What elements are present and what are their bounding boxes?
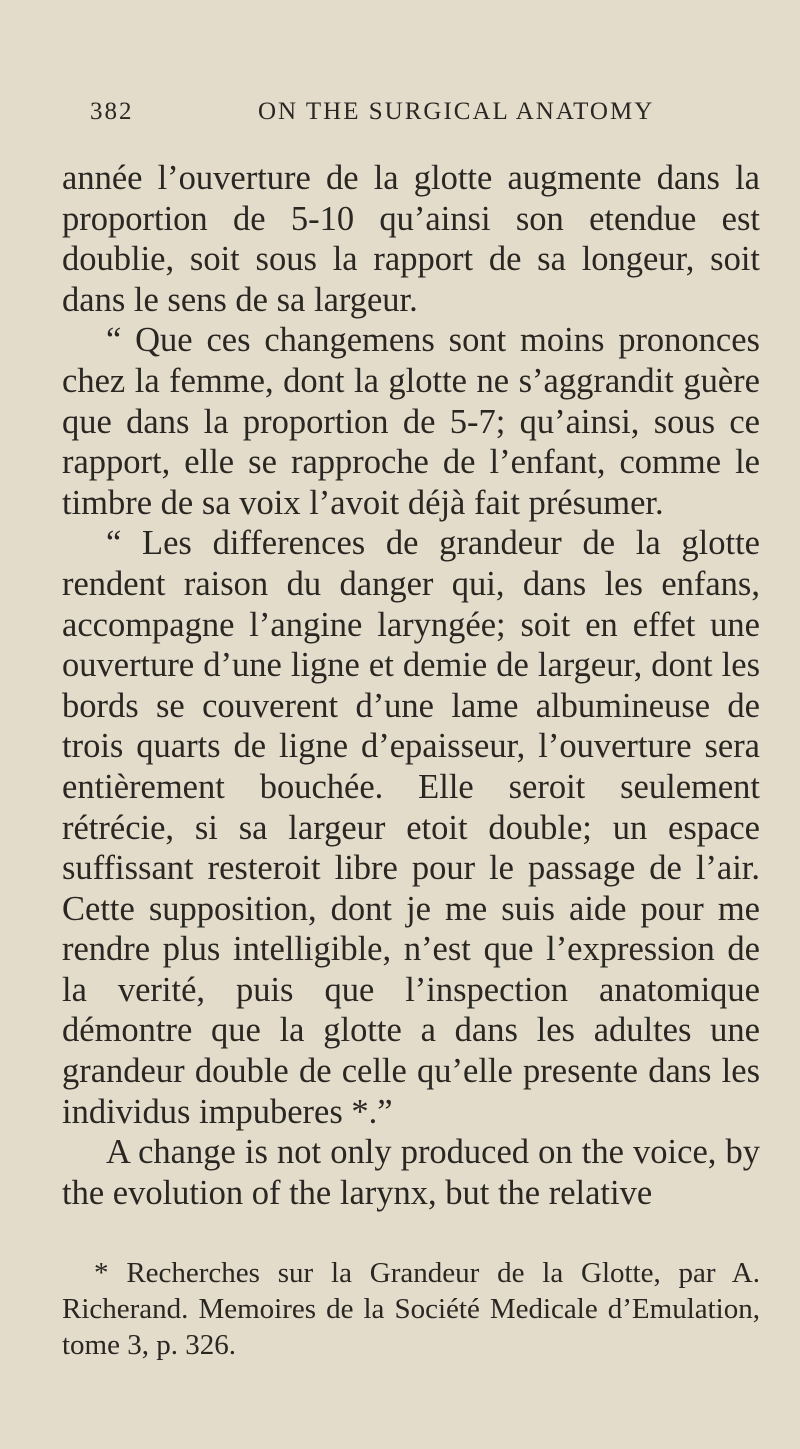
page-number: 382 (90, 98, 134, 125)
paragraph-continuation: année l’ouverture de la glotte augmente dans la proportion de 5-10 qu’ainsi son etendue est doublie, soit sous la rapport de sa longeur, soit dans le sens de sa largeur. (62, 159, 760, 319)
running-head (90, 98, 760, 142)
footnote: * Recherches sur la Grandeur de la Glotte, par A. Richerand. Memoires de la Société Medicale d’Emulation, tome 3, p. 326. (62, 1257, 760, 1362)
paragraph-quote-glottis-size: “ Les differences de grandeur de la glotte rendent raison du danger qui, dans les enfans, accompagne l’angine laryngée; soit en effet une ouverture d’une ligne et demie de largeur, dont les bords se couverent d’une lame albumineuse de trois quarts de ligne d’epaisseur, l’ouverture sera entièrement bouchée. Elle seroit seulement rétrécie, si sa largeur etoit double; un espace suffissant resteroit libre pour le passage de l’air. Cette supposition, dont je me suis aide pour me rendre plus intelligible, n’est que l’expression de la verité, puis que l’inspection anatomique démontre que la glotte a dans les adultes une grandeur double de celle qu’elle presente dans les individus impuberes *.” (62, 524, 760, 1131)
paragraph-quote-women: “ Que ces changemens sont moins prononces chez la femme, dont la glotte ne s’aggrandit guère que dans la proportion de 5-7; qu’ainsi, sous ce rapport, elle se rapproche de l’enfant, comme le timbre de sa voix l’avoit déjà fait présumer. (62, 321, 760, 522)
paragraph-english: A change is not only produced on the voice, by the evolution of the larynx, but the relative (62, 1133, 760, 1212)
running-head-title: ON THE SURGICAL ANATOMY (258, 98, 655, 125)
body-text (62, 158, 760, 1213)
